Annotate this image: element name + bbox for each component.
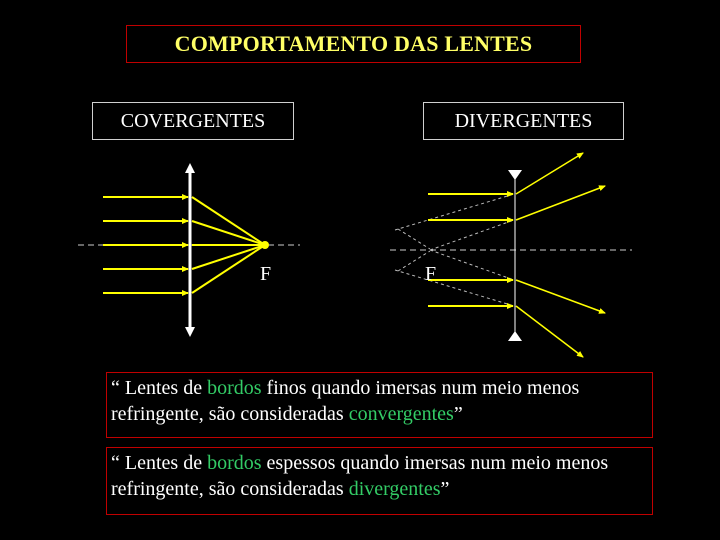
converging-label: COVERGENTES — [120, 109, 266, 132]
converging-focus-label: F — [260, 263, 272, 285]
refracted-ray-2 — [516, 186, 605, 220]
diverging-lens-top-arrow — [508, 170, 522, 180]
converging-focus-point — [261, 241, 269, 249]
quote-text-start: “ Lentes de — [111, 377, 208, 399]
converging-diagram — [78, 168, 300, 332]
converging-quote — [106, 372, 653, 438]
refracted-ray-1 — [516, 153, 583, 194]
quote-text-end: ” — [440, 478, 450, 500]
refracted-ray-1 — [192, 197, 265, 245]
quote-highlight-bordos: bordos — [207, 452, 262, 474]
diverging-focus-label: F — [425, 263, 437, 285]
quote-text-start: “ Lentes de — [111, 452, 208, 474]
refracted-ray-5 — [192, 245, 265, 293]
quote-highlight-bordos: bordos — [207, 377, 262, 399]
diverging-diagram — [390, 153, 632, 357]
refracted-ray-4 — [192, 245, 265, 269]
converging-refracted-rays — [192, 197, 265, 293]
diverging-refracted-rays — [516, 153, 605, 357]
diverging-label: DIVERGENTES — [454, 109, 593, 132]
quote-highlight-convergentes: convergentes — [348, 403, 454, 425]
quote-text-middle: espessos quando imersas num meio menos refringente, são consideradas — [111, 452, 609, 500]
quote-highlight-divergentes: divergentes — [348, 478, 441, 500]
refracted-ray-4 — [516, 306, 583, 357]
refracted-ray-2 — [192, 221, 265, 245]
diverging-lens-bottom-arrow — [508, 331, 522, 341]
converging-incident-rays — [103, 197, 188, 293]
quote-text-middle: finos quando imersas num meio menos refringente, são consideradas — [111, 377, 580, 425]
diverging-quote — [106, 447, 653, 515]
refracted-ray-3 — [516, 280, 605, 313]
quote-text-end: ” — [453, 403, 463, 425]
page-title: COMPORTAMENTO DAS LENTES — [174, 31, 533, 56]
